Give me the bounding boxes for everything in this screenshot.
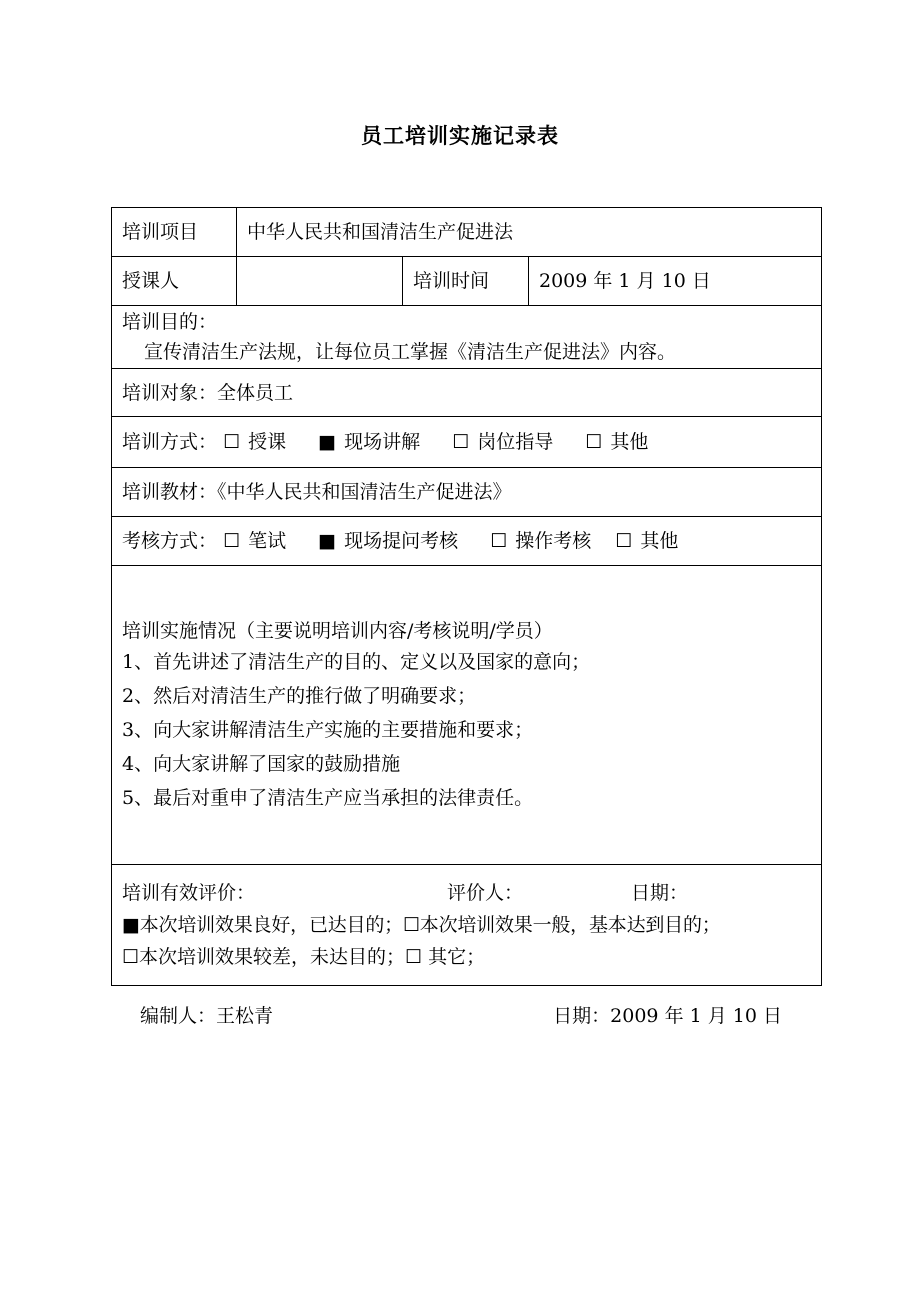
checkbox-checked-icon: ■: [318, 431, 337, 453]
evaluation-line-1: ■本次培训效果良好，已达目的；☐本次培训效果一般，基本达到目的；: [122, 914, 721, 936]
project-row: [112, 208, 822, 257]
purpose-value: 宣传清洁生产法规，让每位员工掌握《清洁生产促进法》内容。: [144, 341, 677, 363]
list-item: 1、首先讲述了清洁生产的目的、定义以及国家的意向；: [122, 651, 591, 673]
evaluation-row: [112, 865, 822, 986]
purpose-label: 培训目的：: [122, 311, 218, 333]
time-label: 培训时间: [403, 257, 529, 306]
checkbox-checked-icon: ■: [318, 530, 337, 552]
material-text: 培训教材：《中华人民共和国清洁生产促进法》: [112, 468, 822, 517]
record-table: [111, 207, 822, 986]
assessment-label: 考核方式：: [122, 530, 218, 552]
method-label: 培训方式：: [122, 431, 218, 453]
page-title: 员工培训实施记录表: [361, 123, 559, 148]
evaluation-line-2: ☐本次培训效果较差，未达目的；☐ 其它；: [122, 946, 486, 968]
assessment-option-written[interactable]: ☐ 笔试: [223, 526, 286, 556]
teacher-value: [237, 257, 403, 306]
checkbox-icon: ☐: [585, 431, 603, 453]
list-item: 3、向大家讲解清洁生产实施的主要措施和要求；: [122, 719, 534, 741]
method-option-lecture[interactable]: ☐ 授课: [223, 427, 286, 457]
footer: [140, 1001, 782, 1028]
target-text: 培训对象：全体员工: [112, 369, 822, 417]
list-item: 2、然后对清洁生产的推行做了明确要求；: [122, 685, 477, 707]
evaluation-label: 培训有效评价：: [122, 882, 256, 904]
method-option-post-guidance[interactable]: ☐ 岗位指导: [452, 427, 553, 457]
assessment-option-onsite-question[interactable]: ■ 现场提问考核: [318, 526, 458, 556]
footer-date: 日期：2009 年 1 月 10 日: [553, 1005, 782, 1027]
assessment-option-other[interactable]: ☐ 其他: [615, 526, 678, 556]
teacher-time-row: [112, 257, 822, 306]
checkbox-icon: ☐: [452, 431, 470, 453]
evaluation-date-label: 日期：: [631, 882, 689, 904]
checkbox-icon: ☐: [490, 530, 508, 552]
evaluator-label: 评价人：: [447, 882, 524, 904]
checkbox-icon: ☐: [223, 431, 241, 453]
method-option-onsite[interactable]: ■ 现场讲解: [318, 427, 420, 457]
project-label: 培训项目: [112, 208, 237, 257]
target-row: [112, 369, 822, 417]
material-row: [112, 468, 822, 517]
implementation-heading: 培训实施情况（主要说明培训内容/考核说明/学员）: [122, 620, 553, 642]
time-value: 2009 年 1 月 10 日: [529, 257, 822, 306]
checkbox-icon: ☐: [615, 530, 633, 552]
compiler: 编制人：王松青: [140, 1005, 274, 1027]
project-value: 中华人民共和国清洁生产促进法: [237, 208, 822, 257]
assessment-row: [112, 517, 822, 566]
implementation-row: [112, 566, 822, 865]
teacher-label: 授课人: [112, 257, 237, 306]
checkbox-icon: ☐: [223, 530, 241, 552]
list-item: 4、向大家讲解了国家的鼓励措施: [122, 753, 401, 775]
list-item: 5、最后对重申了清洁生产应当承担的法律责任。: [122, 787, 534, 809]
assessment-option-operation[interactable]: ☐ 操作考核: [490, 526, 591, 556]
method-option-other[interactable]: ☐ 其他: [585, 427, 648, 457]
purpose-row: [112, 306, 822, 369]
method-row: [112, 417, 822, 468]
